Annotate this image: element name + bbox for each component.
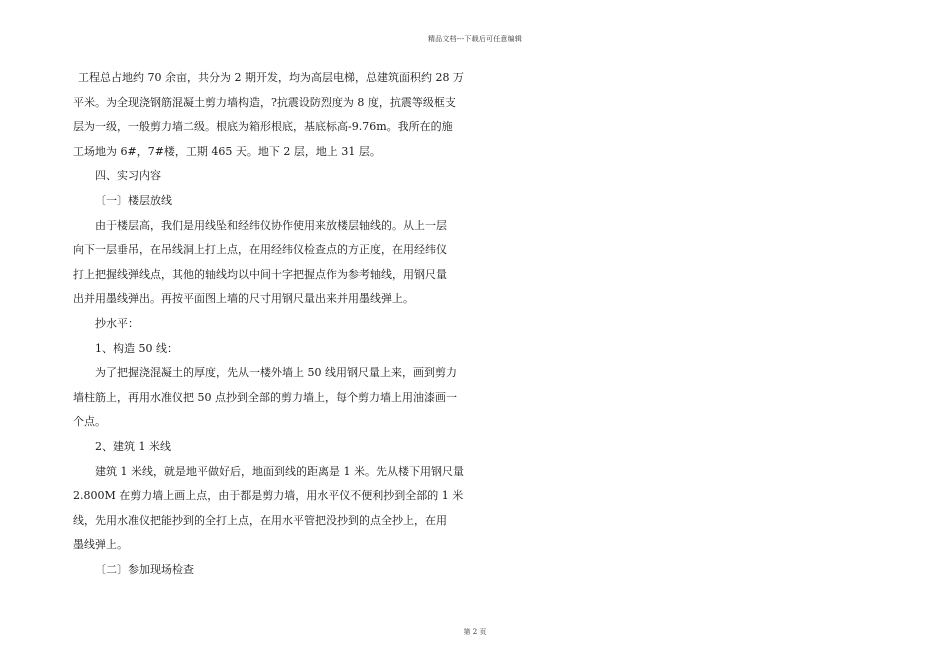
subsection-heading: 〔二〕参加现场检查	[95, 562, 194, 576]
text-line: 打上把握线弹线点，其他的轴线均以中间十字把握点作为参考轴线，用钢尺量	[73, 267, 447, 281]
section-heading: 四、实习内容	[95, 169, 161, 183]
text-line: 个点。	[73, 415, 106, 429]
text-line: 建筑 1 米线，就是地平做好后，地面到线的距离是 1 米。先从楼下用钢尺量	[95, 464, 464, 478]
subsection-heading: 抄水平：	[95, 316, 139, 330]
body-text	[73, 66, 468, 582]
text-line: 平米。为全现浇钢筋混凝土剪力墙构造，?抗震设防烈度为 8 度，抗震等级框支	[73, 95, 456, 109]
page-number: 第 2 页	[463, 628, 487, 636]
text-line: 工场地为 6#，7#楼，工期 465 天。地下 2 层，地上 31 层。	[73, 144, 381, 158]
page-header: 精品文档---下载后可任意编辑	[427, 35, 523, 43]
text-line: 层为一级，一般剪力墙二级。根底为箱形根底，基底标高-9.76m。我所在的施	[73, 120, 453, 134]
text-line: 由于楼层高，我们是用线坠和经纬仪协作使用来放楼层轴线的。从上一层	[95, 218, 447, 232]
text-line: 为了把握浇混凝土的厚度，先从一楼外墙上 50 线用钢尺量上来，画到剪力	[95, 366, 457, 380]
subsection-heading: 2、建筑 1 米线	[95, 439, 171, 453]
text-line: 墙柱筋上，再用水准仪把 50 点抄到全部的剪力墙上，每个剪力墙上用油漆画一	[73, 390, 457, 404]
text-line: 2.800M 在剪力墙上画上点，由于都是剪力墙，用水平仪不便利抄到全部的 1 米	[73, 489, 464, 503]
subsection-heading: 〔一〕楼层放线	[95, 193, 172, 207]
text-line: 工程总占地约 70 余亩，共分为 2 期开发，均为高层电梯，总建筑面积约 28 万	[78, 71, 464, 84]
text-line: 线，先用水准仪把能抄到的全打上点，在用水平管把没抄到的点全抄上，在用	[73, 513, 447, 527]
subsection-heading: 1、构造 50 线：	[95, 341, 178, 355]
text-line: 向下一层垂吊，在吊线洞上打上点，在用经纬仪检查点的方正度，在用经纬仪	[73, 243, 447, 257]
text-line: 墨线弹上。	[73, 538, 128, 552]
text-line: 出并用墨线弹出。再按平面图上墙的尺寸用钢尺量出来并用墨线弹上。	[73, 292, 414, 306]
